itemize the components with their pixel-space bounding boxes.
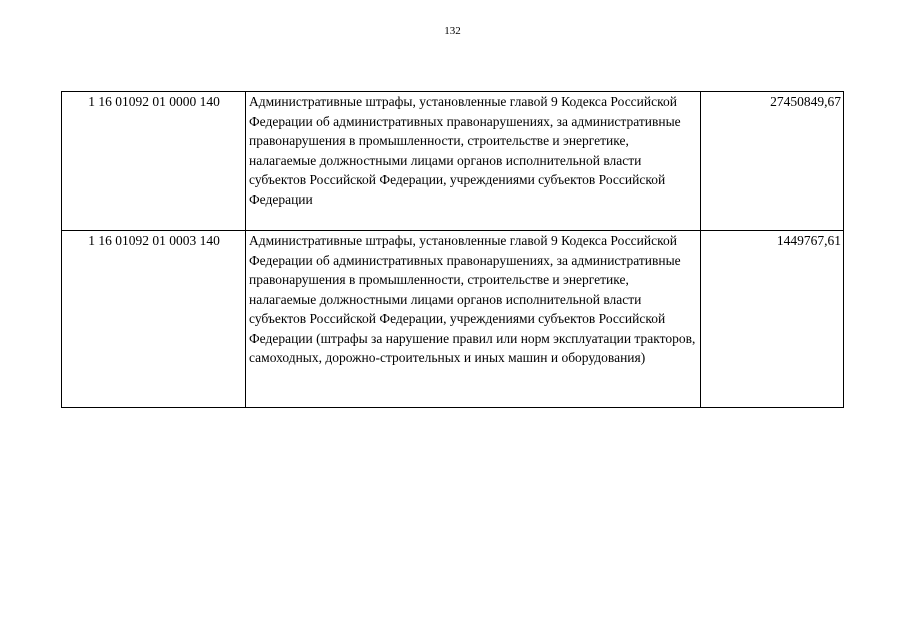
budget-code-cell: 1 16 01092 01 0000 140 <box>62 92 246 231</box>
amount-cell: 1449767,61 <box>701 231 844 408</box>
table-row <box>62 231 844 408</box>
amount-cell: 27450849,67 <box>701 92 844 231</box>
budget-code-cell: 1 16 01092 01 0003 140 <box>62 231 246 408</box>
table-row <box>62 92 844 231</box>
revenue-name-cell: Административные штрафы, установленные главой 9 Кодекса Российской Федерации об административных правонарушениях, за административные правонарушения в промышленности, строительстве и энергетике, налагаемые должностными лицами органов исполнительной власти субъектов Российской Федерации, учреждениями субъектов Российской Федерации <box>246 92 701 231</box>
budget-table <box>61 91 844 408</box>
page-number: 132 <box>444 25 461 37</box>
revenue-name-cell: Административные штрафы, установленные главой 9 Кодекса Российской Федерации об административных правонарушениях, за административные правонарушения в промышленности, строительстве и энергетике, налагаемые должностными лицами органов исполнительной власти субъектов Российской Федерации, учреждениями субъектов Российской Федерации (штрафы за нарушение правил или норм эксплуатации тракторов, самоходных, дорожно-строительных и иных машин и оборудования) <box>246 231 701 408</box>
